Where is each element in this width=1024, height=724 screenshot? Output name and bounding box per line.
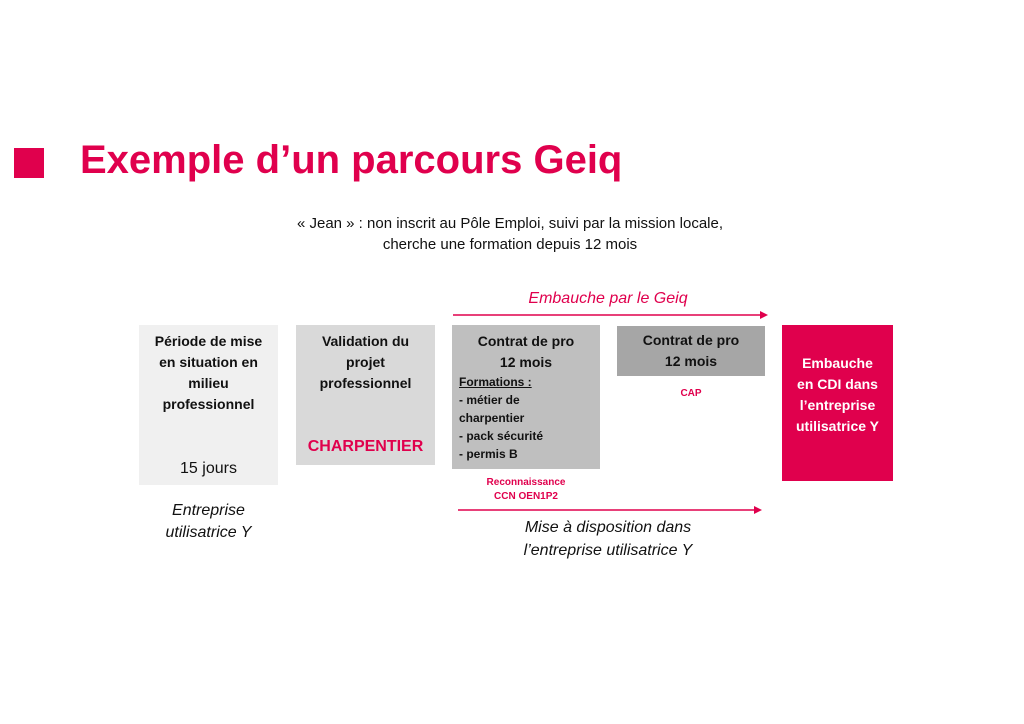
step3-formations (452, 373, 600, 463)
step4-box (617, 326, 765, 376)
page-title: Exemple d’un parcours Geiq (80, 138, 623, 182)
step3-formation-item: - permis B (459, 447, 518, 461)
bottom-arrow-label-line: l’entreprise utilisatrice Y (523, 542, 693, 559)
top-arrow-head-icon (760, 311, 768, 319)
step3-below-line: CCN OEN1P2 (494, 491, 558, 502)
bottom-arrow-head-icon (754, 506, 762, 514)
step5-title-line: l’entreprise (799, 397, 876, 413)
step1-below (139, 500, 278, 544)
step1-title-line: en situation en (159, 354, 258, 370)
step1-duration: 15 jours (180, 460, 237, 477)
bottom-arrow-label-line: Mise à disposition dans (524, 519, 692, 536)
step1-title-line: professionnel (162, 396, 255, 412)
step1-title-line: Période de mise (154, 333, 263, 349)
step5-title-line: Embauche (802, 355, 873, 371)
step3-box (452, 325, 600, 469)
step4-title-line: 12 mois (664, 353, 718, 369)
subtitle-line-1: « Jean » : non inscrit au Pôle Emploi, suivi par la mission locale, (296, 215, 724, 232)
step3-formation-item: - pack sécurité (459, 429, 544, 443)
step3-below (452, 476, 600, 504)
step2-title-line: Validation du (321, 333, 410, 349)
step1-title-line: milieu (188, 375, 229, 391)
step1-below-line: Entreprise (172, 502, 245, 519)
step4-title-line: Contrat de pro (642, 332, 740, 348)
step5-title-line: en CDI dans (797, 376, 878, 392)
step2-title-line: professionnel (319, 375, 412, 391)
step2-result: CHARPENTIER (307, 438, 424, 455)
step3-formation-item: - métier de (459, 393, 520, 407)
bottom-arrow-label (458, 516, 758, 562)
step5-title-line: utilisatrice Y (795, 418, 879, 434)
step3-title-line: Contrat de pro (477, 333, 575, 349)
step3-below-line: Reconnaissance (486, 477, 566, 488)
subtitle-line-2: cherche une formation depuis 12 mois (382, 236, 638, 253)
step1-below-line: utilisatrice Y (165, 524, 252, 541)
step3-title-line: 12 mois (499, 354, 553, 370)
top-arrow-label: Embauche par le Geiq (528, 290, 688, 307)
step2-title-line: projet (346, 354, 385, 370)
step3-formation-item: charpentier (459, 411, 525, 425)
step4-below: CAP (680, 388, 702, 399)
step3-formations-label: Formations : (459, 375, 532, 389)
step5-box (782, 325, 893, 481)
